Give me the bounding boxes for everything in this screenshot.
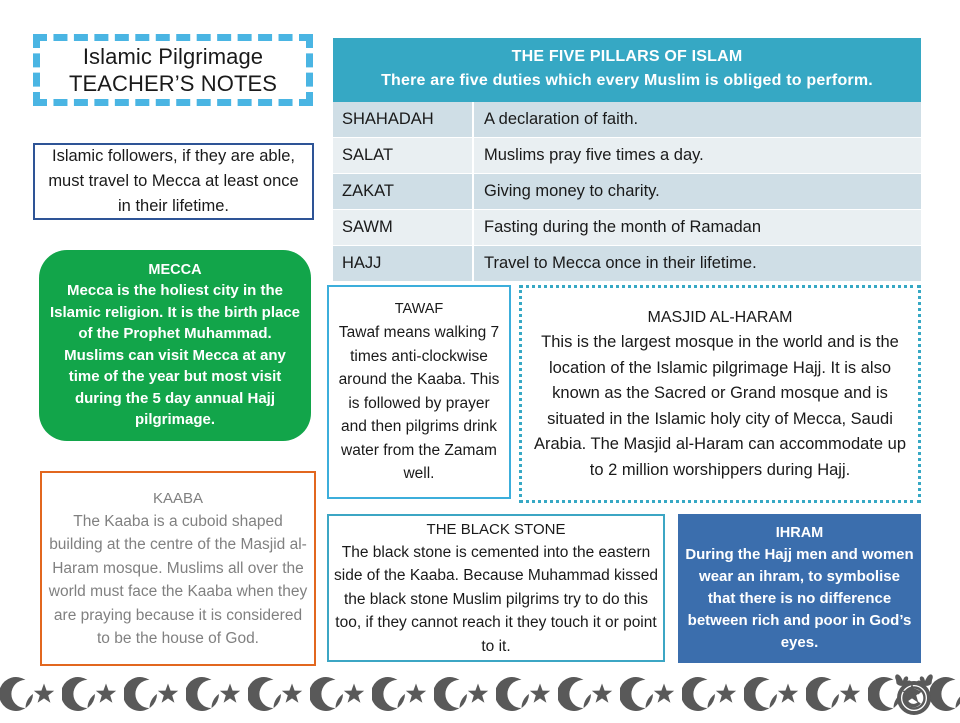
table-cell-meaning: A declaration of faith. (474, 102, 921, 138)
crescent-star-icon (744, 671, 806, 717)
crescent-star-icon (186, 671, 248, 717)
masjid-text: This is the largest mosque in the world and is the location of the Islamic pilgrimage Hajj. It is also known as the Sacred or Grand mosque and is situated in the Islamic holy city of Mecca, Saudi Arabia. The Masjid al-Haram can accommodate up to 2 million worshippers during Hajj. (533, 333, 907, 479)
crescent-star-icon (558, 671, 620, 717)
table-header-subtitle: There are five duties which every Muslim is obliged to perform. (381, 72, 873, 89)
black-stone-text: The black stone is cemented into the eastern side of the Kaaba. Because Muhammad kissed the black stone Muslim pilgrims try to do this too, if they cannot reach it they touch it or point to it. (334, 543, 658, 655)
table-row (333, 102, 921, 138)
ihram-text: During the Hajj men and women wear an ihram, to symbolise that there is no difference between rich and poor in God’s eyes. (685, 546, 914, 651)
crescent-star-icon (62, 671, 124, 717)
table-cell-meaning: Muslims pray five times a day. (474, 138, 921, 174)
table-row (333, 174, 921, 210)
table-cell-pillar: SAWM (333, 210, 474, 246)
table-row (333, 246, 921, 282)
table-cell-pillar: ZAKAT (333, 174, 474, 210)
title-line-2: TEACHER’S NOTES (68, 71, 278, 96)
intro-callout (33, 143, 314, 220)
masjid-heading: MASJID AL-HARAM (647, 309, 793, 326)
table-header-title: THE FIVE PILLARS OF ISLAM (511, 48, 743, 65)
crescent-star-icon (124, 671, 186, 717)
crescent-star-icon (310, 671, 372, 717)
tawaf-heading: TAWAF (394, 301, 444, 318)
table-cell-pillar: SALAT (333, 138, 474, 174)
crescent-star-icon (620, 671, 682, 717)
mecca-heading: MECCA (148, 262, 202, 279)
footer-decorative-strip (0, 668, 960, 720)
ihram-heading: IHRAM (775, 525, 824, 541)
title-line-1: Islamic Pilgrimage (82, 44, 264, 69)
table-cell-pillar: SHAHADAH (333, 102, 474, 138)
crescent-star-icon (248, 671, 310, 717)
crescent-star-icon (434, 671, 496, 717)
table-cell-pillar: HAJJ (333, 246, 474, 282)
table-header (333, 38, 921, 102)
mecca-text: Mecca is the holiest city in the Islamic religion. It is the birth place of the Prophet Muhammad. Muslims can visit Mecca at any time of the year but most visit during the 5 day annual Hajj pilgrimage. (49, 282, 301, 429)
title-box (33, 34, 313, 106)
kaaba-callout (40, 471, 316, 666)
masjid-al-haram-callout (519, 285, 921, 503)
crescent-star-icon (372, 671, 434, 717)
black-stone-heading: THE BLACK STONE (426, 520, 566, 538)
table-cell-meaning: Fasting during the month of Ramadan (474, 210, 921, 246)
crescent-star-icon (682, 671, 744, 717)
copyright-antlers-icon (888, 670, 940, 718)
kaaba-heading: KAABA (152, 489, 204, 507)
tawaf-callout (327, 285, 511, 499)
table-row (333, 210, 921, 246)
crescent-star-icon (806, 671, 868, 717)
black-stone-callout (327, 514, 665, 662)
kaaba-text: The Kaaba is a cuboid shaped building at the centre of the Masjid al-Haram mosque. Muslims all over the world must face the Kaaba when they are praying because it is considered to be the house of God. (48, 512, 308, 647)
ihram-callout (678, 514, 921, 663)
tawaf-text: Tawaf means walking 7 times anti-clockwise around the Kaaba. This is followed by prayer and then pilgrims drink water from the Zamam well. (338, 324, 500, 483)
five-pillars-table (333, 38, 921, 282)
table-cell-meaning: Travel to Mecca once in their lifetime. (474, 246, 921, 282)
crescent-star-icon (0, 671, 62, 717)
crescent-star-icon (496, 671, 558, 717)
mecca-callout (39, 250, 311, 441)
intro-text: Islamic followers, if they are able, must travel to Mecca at least once in their lifetime. (48, 147, 299, 215)
table-row (333, 138, 921, 174)
table-cell-meaning: Giving money to charity. (474, 174, 921, 210)
